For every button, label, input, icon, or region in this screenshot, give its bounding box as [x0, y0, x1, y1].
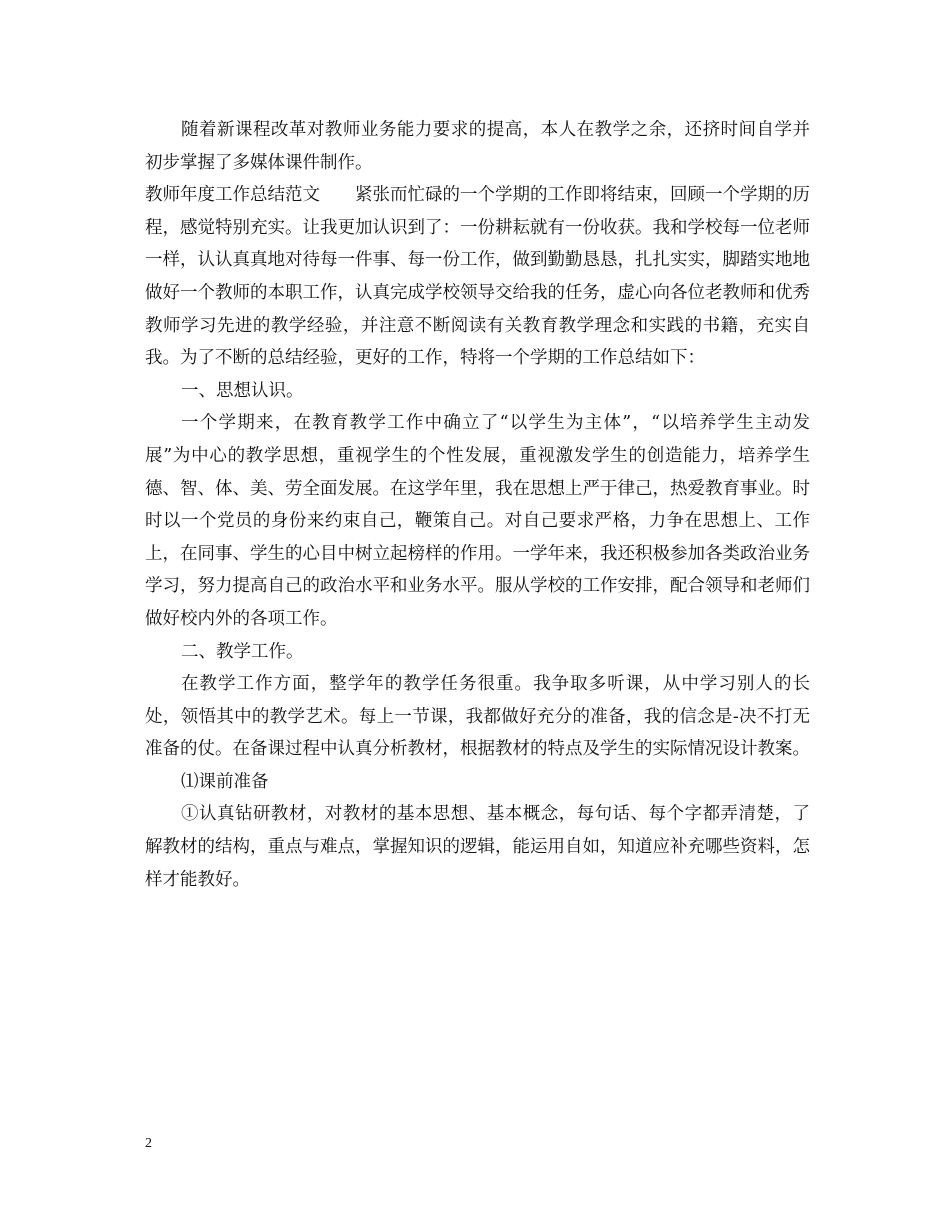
paragraph: 教师年度工作总结范文 紧张而忙碌的一个学期的工作即将结束，回顾一个学期的历程，感觉特别充实。让我更加认识到了：一份耕耘就有一份收获。我和学校每一位老师一样，认认真真地对待每一件事、每一份工作，做到勤勤恳恳，扎扎实实，脚踏实地地做好一个教师的本职工作，认真完成学校领导交给我的任务，虚心向各位老教师和优秀教师学习先进的教学经验，并注意不断阅读有关教育教学理念和实践的书籍，充实自我。为了不断的总结经验，更好的工作，特将一个学期的工作总结如下： [145, 185, 810, 369]
subsection-heading: ⑴课前准备 [181, 771, 269, 792]
section-heading: 一、思想认识。 [181, 380, 304, 401]
section-heading: 二、教学工作。 [181, 641, 304, 662]
document-body [145, 114, 810, 896]
paragraph: 一个学期来，在教育教学工作中确立了“以学生为主体”，“以培养学生主动发展”为中心的教学思想，重视学生的个性发展，重视激发学生的创造能力，培养学生德、智、体、美、劳全面发展。在这学年里，我在思想上严于律己，热爱教育事业。时时以一个党员的身份来约束自己，鞭策自己。对自己要求严格，力争在思想上、工作上，在同事、学生的心目中树立起榜样的作用。一学年来，我还积极参加各类政治业务学习，努力提高自己的政治水平和业务水平。服从学校的工作安排，配合领导和老师们做好校内外的各项工作。 [145, 413, 810, 629]
page-number: 2 [145, 1136, 152, 1151]
paragraph: ①认真钻研教材，对教材的基本思想、基本概念，每句话、每个字都弄清楚，了解教材的结构，重点与难点，掌握知识的逻辑，能运用自如，知道应补充哪些资料，怎样才能教好。 [145, 804, 810, 890]
paragraph: 随着新课程改革对教师业务能力要求的提高，本人在教学之余，还挤时间自学并初步掌握了多媒体课件制作。 [145, 120, 810, 173]
paragraph: 在教学工作方面，整学年的教学任务很重。我争取多听课，从中学习别人的长处，领悟其中的教学艺术。每上一节课，我都做好充分的准备，我的信念是-决不打无准备的仗。在备课过程中认真分析教材，根据教材的特点及学生的实际情况设计教案。 [145, 674, 810, 760]
